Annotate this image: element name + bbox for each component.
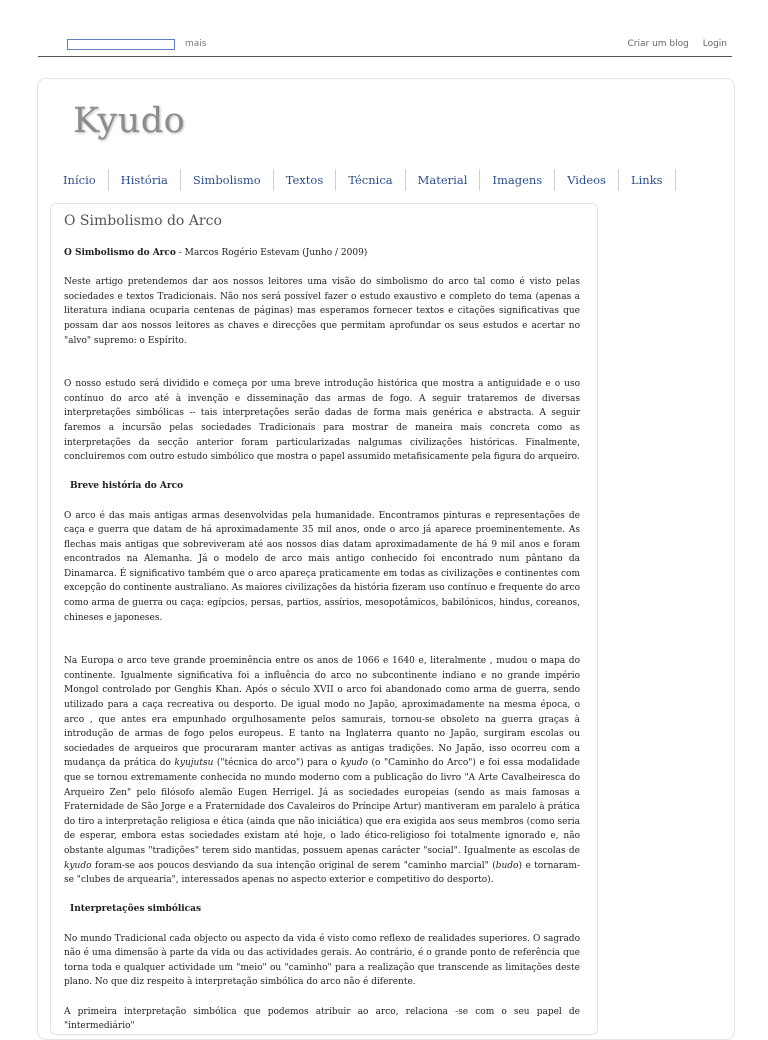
login-link[interactable]: Login <box>702 39 727 49</box>
tab-simbolismo[interactable]: Simbolismo <box>181 169 274 191</box>
section-heading-history: Breve história do Arco <box>70 481 184 492</box>
paragraph-symbolic-1: No mundo Tradicional cada objecto ou aspecto da vida é visto como reflexo de realidades superiores. O sagrado não é uma dimensão à parte da vida ou das actividades gerais. Ao contrário, é o grande ponto de referência que torna toda e qualquer actividade um "meio" ou "caminho" para a realização que transcende as limitações deste plano. No que diz respeito à interpretação simbólica do arco não é diferente. <box>64 933 580 988</box>
navbar-divider <box>38 56 732 57</box>
tab-material[interactable]: Material <box>406 169 481 191</box>
create-blog-link[interactable]: Criar um blog <box>627 39 689 49</box>
tab-textos[interactable]: Textos <box>274 169 337 191</box>
tab-inicio[interactable]: Início <box>51 169 109 191</box>
tab-links[interactable]: Links <box>619 169 676 191</box>
tab-historia[interactable]: História <box>109 169 181 191</box>
tab-videos[interactable]: Videos <box>555 169 619 191</box>
paragraph-plan: O nosso estudo será dividido e começa por uma breve introdução histórica que mostra a antiguidade e o uso contínuo do arco até à invenção e disseminação das armas de fogo. A seguir trataremos de diversas interpretações simbólicas -- tais interpretações serão dadas de forma mais genérica e abstracta. A seguir faremos a incursão pelas sociedades Tradicionais para mostrar de maneira mais concreta como as interpretações da secção anterior foram particularizadas nalgumas civilizações históricas. Finalmente, concluiremos com outro estudo simbólico que mostra o papel assumido metafisicamente pela figura do arqueiro. <box>64 379 580 463</box>
section-heading-symbolic: Interpretações simbólicas <box>70 904 202 915</box>
paragraph-history-2: Na Europa o arco teve grande proeminência entre os anos de 1066 e 1640 e, literalmente , mudou o mapa do continente. Igualmente significativa foi a influência do arco no subcontinente indiano e no grande império Mongol controlado por Genghis Khan. Após o século XVII o arco foi abandonado como arma de guerra, sendo utilizado para a caça recreativa ou desporto. De igual modo no Japão, aproximadamente na mesma época, o arco , que antes era empunhado orgulhosamente pelos samurais, tornou-se obsoleto na guerra graças à introdução de armas de fogo pelos europeus. E tanto na Inglaterra quanto no Japão, surgiram escolas ou sociedades de arqueiros que procuraram manter activas as antigas tradições. No Japão, isso ocorreu com a mudança da prática do kyujutsu ("técnica do arco") para o kyudo (o "Caminho do Arco") e foi essa modalidade que se tornou extremamente conhecida no mundo moderno com a publicação do livro "A Arte Cavalheiresca do Arqueiro Zen" pelo filósofo alemão Eugen Herrigel. Já as sociedades europeias (sendo as mais famosas a Fraternidade de São Jorge e a Fraternidade dos Cavaleiros do Príncipe Artur) mantiveram em paralelo à prática do tiro a interpretação religiosa e ética (ainda que não iniciática) que era exigida aos seus membros (como seria de esperar, embora estas sociedades existam até hoje, o lado ético-religioso foi totalmente ignorado e, não obstante algumas "tradições" terem sido mantidas, possuem apenas carácter "social". Igualmente as escolas de kyudo foram-se aos poucos desviando da sua intenção original de serem "caminho marcial" (budo) e tornaram-se "clubes de arquearia", interessados apenas no aspecto exterior e competitivo do desporto). <box>64 656 580 886</box>
paragraph-symbolic-2: A primeira interpretação simbólica que podemos atribuir ao arco, relaciona -se com o seu papel de "intermediário" <box>64 1006 580 1032</box>
more-link[interactable]: mais <box>185 39 207 49</box>
tab-tecnica[interactable]: Técnica <box>336 169 405 191</box>
blogger-navbar <box>0 0 768 56</box>
post-body <box>64 246 580 1034</box>
tab-imagens[interactable]: Imagens <box>480 169 555 191</box>
search-input[interactable] <box>67 39 175 50</box>
post-title: O Simbolismo do Arco <box>64 213 222 229</box>
page-tabs <box>51 169 676 192</box>
navbar-links <box>617 39 727 49</box>
paragraph-intro: Neste artigo pretendemos dar aos nossos leitores uma visão do simbolismo do arco tal como é visto pelas sociedades e textos Tradicionais. Não nos será possível fazer o estudo exaustivo e completo do tema (apenas a literatura indiana ocuparia centenas de páginas) mas esperamos fornecer textos e citações significativas que possam dar aos nossos leitores as chaves e direcções que permitam aprofundar os seus estudos e acertar no "alvo" supremo: o Espírito. <box>64 277 580 346</box>
post-byline <box>64 246 580 261</box>
byline-title: O Simbolismo do Arco <box>64 248 176 258</box>
blog-title[interactable]: Kyudo <box>73 101 186 141</box>
byline-author: - Marcos Rogério Estevam (Junho / 2009) <box>175 248 368 258</box>
paragraph-history-1: O arco é das mais antigas armas desenvolvidas pela humanidade. Encontramos pinturas e representações de caça e guerra que datam de há aproximadamente 35 mil anos, onde o arco já aparece proeminentemente. As flechas mais antigas que sobreviveram até aos nossos dias datam aproximadamente de há 9 mil anos e foram encontrados na Alemanha. Já o modelo de arco mais antigo conhecido foi encontrado num pântano da Dinamarca. É significativo também que o arco apareça praticamente em todas as civilizações e continentes com excepção do continente australiano. As maiores civilizações da história fizeram uso contínuo e frequente do arco como arma de guerra ou caça: egípcios, persas, partios, assírios, mesopotâmicos, babilónicos, hindus, coreanos, chineses e japoneses. <box>64 510 580 623</box>
